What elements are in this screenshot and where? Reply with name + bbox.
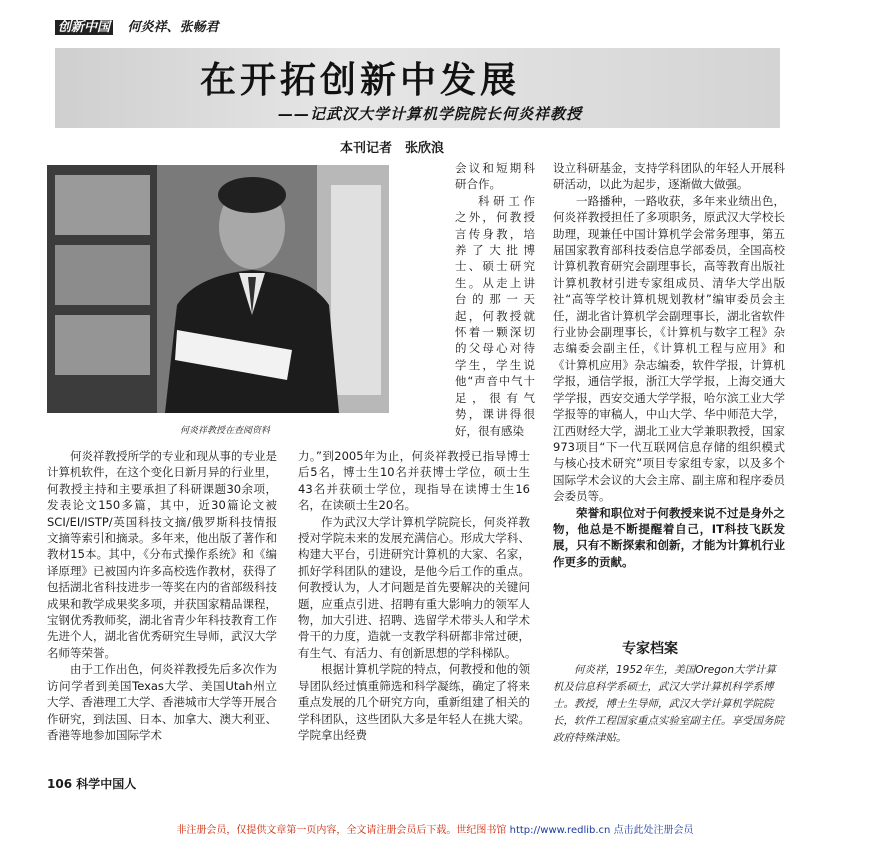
paragraph: 设立科研基金，支持学科团队的年轻人开展科研活动，以此为起步，逐渐做大做强。 [553, 161, 785, 192]
article-byline: 本刊记者 张欣浪 [340, 141, 445, 156]
column-header [55, 16, 219, 35]
paragraph: 何炎祥教授所学的专业和现从事的专业是计算机软件，在这个变化日新月异的行业里，何教授主持和主要承担了科研课题30余项，发表论文150多篇，其中，近30篇论文被SCI/EI/ISTP/英国科技文摘/俄罗斯科技情报文摘等索引和摘录。多年来，他出版了著作和教材15本。其中，《分布式操作系统》和《编译原理》已被国内许多高校选作教材，获得了包括湖北省科技进步一等奖在内的省部级科技成果和教学成果奖多项，并获国家精品课程，宝钢优秀教师奖，湖北省青少年科技教育工作先进个人，湖北省优秀研究生导师，武汉大学名师等荣誉。 [47, 449, 277, 660]
footer-url[interactable]: http://www.redlib.cn [509, 825, 611, 836]
expert-archive [553, 662, 785, 747]
paragraph: 科研工作之外，何教授言传身教，培养了大批博士、硕士研究生。从走上讲台的那一天起，何教授就怀着一颗深切的父母心对待学生，学生说他“声音中气十足，很有气势，课讲得很好，很有感染 [455, 193, 535, 438]
column-name: 创新中国 [55, 20, 113, 35]
column-3 [553, 160, 785, 570]
column-2 [298, 448, 530, 743]
column-1 [47, 448, 277, 743]
footer-notice [0, 821, 870, 836]
paragraph: 作为武汉大学计算机学院院长，何炎祥教授对学院未来的发展充满信心。形成大学科、构建大平台，引进研究计算机的大家、名家，抓好学科团队的建设，是他今后工作的重点。何教授认为，人才问题是首先要解决的关键问题，应重点引进、招聘有重大影响力的领军人物，加大引进、招聘、选留学术带头人和学术骨干的力度，造就一支教学科研都非常过硬，有生气、有活力、有创新思想的学科梯队。 [298, 514, 530, 660]
expert-archive-title: 专家档案 [622, 641, 678, 657]
column-2-narrow [455, 160, 535, 439]
professor-photo [47, 165, 389, 413]
header-authors: 何炎祥、张畅君 [127, 20, 219, 35]
paragraph: 荣誉和职位对于何教授来说不过是身外之物，他总是不断提醒着自己，IT科技飞跃发展，只有不断探索和创新，才能为计算机行业作更多的贡献。 [553, 505, 785, 569]
article-title: 在开拓创新中发展 [200, 60, 521, 101]
register-link[interactable]: 点击此处注册会员 [613, 825, 694, 836]
archive-text: 何炎祥，1952年生，美国Oregon大学计算机及信息科学系硕士，武汉大学计算机科学系博士。教授，博士生导师，武汉大学计算机学院院长，软件工程国家重点实验室副主任。享受国务院政府特殊津贴。 [553, 664, 784, 744]
paragraph: 力。”到2005年为止，何炎祥教授已指导博士后5名，博士生10名并获博士学位，硕士生43名并获硕士学位，现指导在读博士生16名，在读硕士生20名。 [298, 449, 530, 513]
photo-illustration [47, 165, 389, 413]
paragraph: 一路播种，一路收获，多年来业绩出色，何炎祥教授担任了多项职务，原武汉大学校长助理，现兼任中国计算机学会常务理事，第五届国家教育部科技委信息学部委员，全国高校计算机教育研究会副理事长，高等教育出版社计算机教材引进专家组成员、清华大学出版社“高等学校计算机规划教材”编审委员会主任，湖北省计算机学会副理事长，湖北省软件行业协会副理事长，《计算机与数字工程》杂志编委会副主任，《计算机工程与应用》和《计算机应用》杂志编委，软件学报，计算机学报，通信学报，浙江大学学报，上海交通大学学报，西安交通大学学报，哈尔滨工业大学学报等的审稿人，中山大学、华中师范大学，江西财经大学，湖北工业大学兼职教授，国家973项目“下一代互联网信息存储的组织模式与核心技术研究”项目专家组专家，以及多个国际学术会议的大会主席、副主席和程序委员会委员等。 [553, 193, 785, 504]
footer-notice-text: 非注册会员，仅提供文章第一页内容，全文请注册会员后下载。世纪图书馆 [176, 825, 507, 836]
paragraph: 会议和短期科研合作。 [455, 161, 535, 192]
photo-caption: 何炎祥教授在查阅资料 [180, 426, 271, 436]
page-number: 106 科学中国人 [47, 777, 137, 791]
article-subtitle: ——记武汉大学计算机学院院长何炎祥教授 [278, 105, 583, 123]
paragraph: 由于工作出色，何炎祥教授先后多次作为访问学者到美国Texas大学、美国Utah州立大学、香港理工大学、香港城市大学等开展合作研究，到法国、日本、加拿大、澳大利亚、香港等地参加国际学术 [47, 662, 277, 742]
paragraph: 根据计算机学院的特点，何教授和他的领导团队经过慎重筛选和科学凝练，确定了将来重点发展的几个研究方向，重新组建了相关的学科团队，这些团队大多是年轻人在挑大梁。学院拿出经费 [298, 662, 530, 742]
